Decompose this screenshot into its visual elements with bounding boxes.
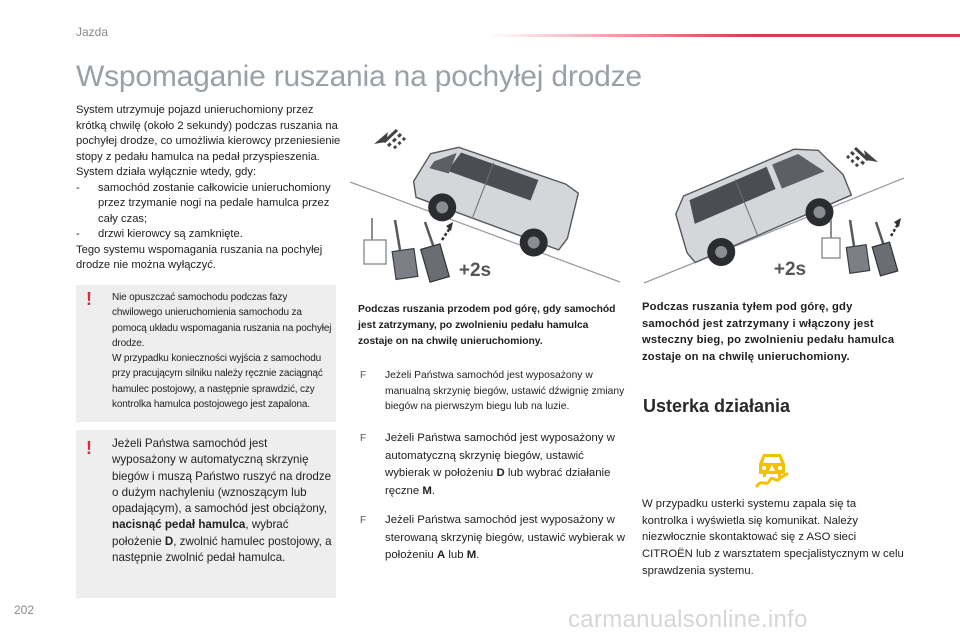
page-number: 202 bbox=[14, 603, 35, 617]
intro-list-item: - samochód zostanie całkowicie unieruchomiony przez trzymanie nogi na pedale hamulca przez cały czas; bbox=[76, 181, 331, 225]
warning-box-automatic bbox=[76, 430, 336, 598]
reverse-uphill-illustration bbox=[636, 108, 906, 288]
section-label: Jazda bbox=[76, 25, 109, 39]
warning-exclamation-icon: ! bbox=[86, 438, 92, 458]
warning1-paragraph-1: Nie opuszczać samochodu podczas fazy chwilowego unieruchomienia samochodu za pomocą układu wspomagania ruszania na pochyłej drodze. bbox=[112, 292, 332, 349]
watermark: carmanualsonline.info bbox=[568, 606, 808, 633]
svg-text:+2s: +2s bbox=[773, 259, 807, 280]
svg-text:+2s: +2s bbox=[458, 260, 492, 281]
two-second-badge bbox=[454, 255, 496, 281]
pedals-icon bbox=[822, 218, 901, 276]
warning-exclamation-icon: ! bbox=[86, 289, 92, 309]
front-uphill-illustration bbox=[350, 100, 625, 290]
front-caption: Podczas ruszania przodem pod górę, gdy samochód jest zatrzymany, po zwolnieniu pedału hamulca zostaje on na chwilę unieruchomiony. bbox=[358, 304, 616, 348]
reverse-caption: Podczas ruszania tyłem pod górę, gdy samochód jest zatrzymany i włączony jest wsteczny bieg, po zwolnieniu pedału hamulca zostaje on na chwilę unieruchomiony. bbox=[642, 301, 895, 363]
fault-section-title: Usterka działania bbox=[643, 396, 791, 416]
van-icon bbox=[666, 136, 858, 277]
bullet-mark-icon: F bbox=[360, 370, 367, 381]
bullet-controlled-gearbox: F Jeżeli Państwa samochód jest wyposażony w sterowaną skrzynię biegów, ustawić wybierak w położeniu A lub M. bbox=[360, 512, 628, 565]
intro-paragraph-3: Tego systemu wspomagania ruszania na pochyłej drodze nie można wyłączyć. bbox=[76, 243, 323, 271]
motion-arrow-icon bbox=[847, 148, 878, 168]
motion-arrow-icon bbox=[374, 130, 405, 150]
warning2-text: Jeżeli Państwa samochód jest wyposażony w automatyczną skrzynię biegów i muszą Państwo ruszyć na drodze o dużym nachyleniu (wznoszącym lub opadającym), a samochód jest obciążony, nacisnąć pedał hamulca, wybrać położenie D, zwolnić hamulec postojowy, a następnie zwolnić pedał hamulca. bbox=[112, 437, 332, 565]
intro-list-item: - drzwi kierowcy są zamknięte. bbox=[76, 228, 243, 240]
bullet-mark-icon: F bbox=[360, 515, 367, 526]
bullet-manual-gearbox: F Jeżeli Państwa samochód jest wyposażony w manualną skrzynię biegów, ustawić dźwignię zmiany biegów na pierwszym biegu lub na luzie. bbox=[360, 368, 632, 415]
intro-paragraph-1: System utrzymuje pojazd unieruchomiony przez krótką chwilę (około 2 sekundy) podczas ruszania na pochyłej drodze, co umożliwia kierowcy przeniesienie stopy z pedału hamulca na pedał przyspieszenia. bbox=[76, 104, 341, 163]
warning1-paragraph-2: W przypadku konieczności wyjścia z samochodu przy pracującym silniku należy ręcznie zaciągnąć hamulec postojowy, a następnie sprawdzić, czy kontrolka hamulca postojowego jest zapalona. bbox=[112, 353, 323, 411]
warning-box-parking bbox=[76, 285, 336, 422]
fault-description: W przypadku usterki systemu zapala się ta kontrolka i wyświetla się komunikat. Należy niezwłocznie skontaktować się z ASO sieci CITROËN lub z warsztatem specjalistycznym w celu sprawdzenia systemu. bbox=[642, 498, 904, 577]
hill-assist-warning-icon bbox=[752, 450, 792, 490]
two-second-badge bbox=[768, 254, 812, 280]
header-rule bbox=[488, 34, 960, 37]
intro-paragraph-2: System działa wyłącznie wtedy, gdy: bbox=[76, 166, 257, 178]
bullet-mark-icon: F bbox=[360, 433, 367, 444]
pedals-icon bbox=[364, 218, 453, 282]
bullet-automatic-gearbox: F Jeżeli Państwa samochód jest wyposażony w automatyczną skrzynię biegów, ustawić wybierak w położeniu D lub wybrać działanie ręczne M. bbox=[360, 430, 628, 500]
intro-text bbox=[76, 103, 344, 274]
page-title: Wspomaganie ruszania na pochyłej drodze bbox=[76, 60, 642, 93]
